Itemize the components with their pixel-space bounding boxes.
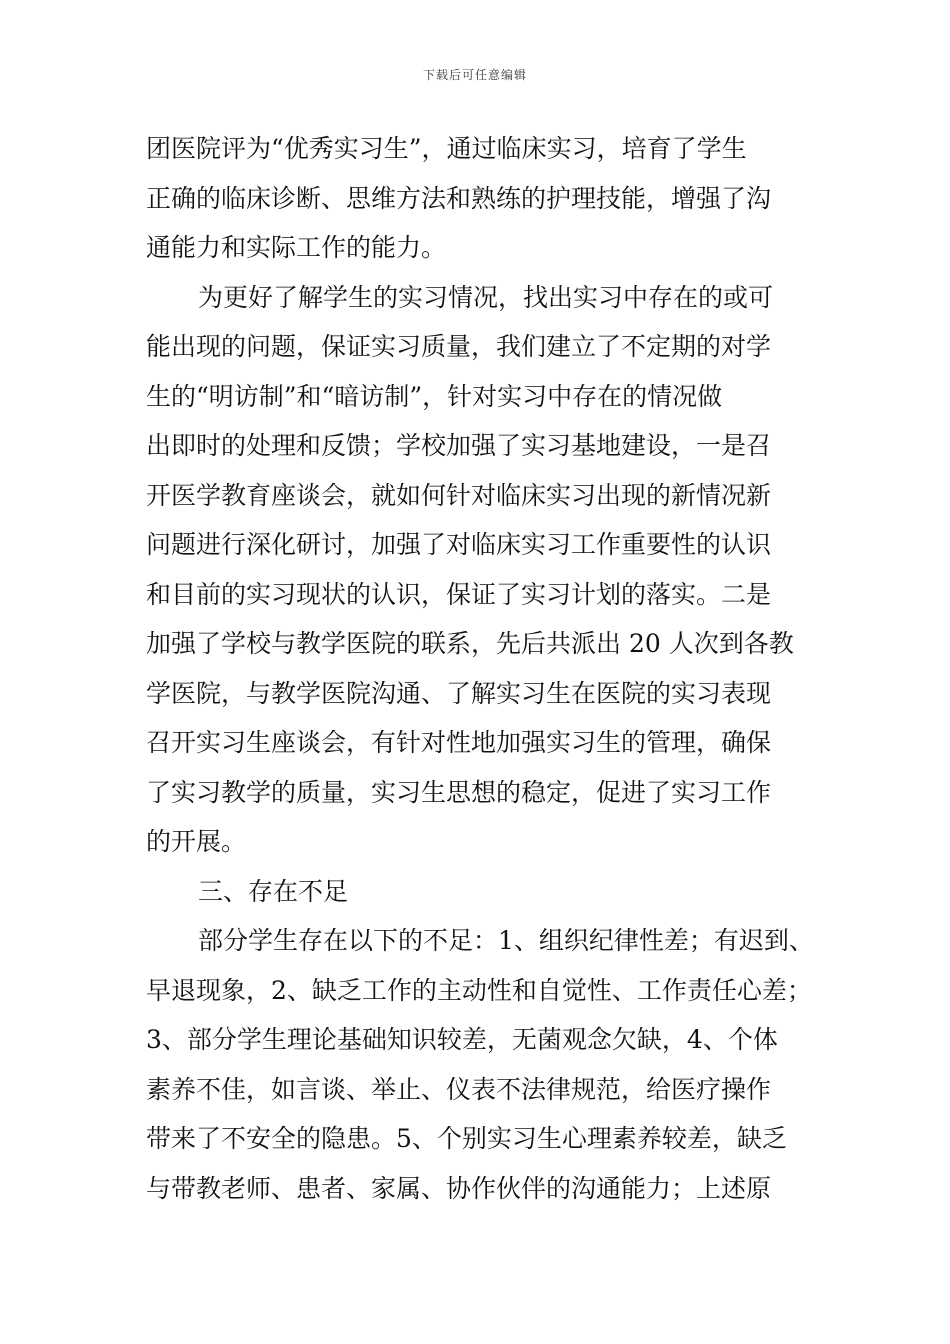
text-line: 团医院评为“优秀实习生”，通过临床实习，培育了学生 — [146, 134, 747, 163]
text-line: 3、部分学生理论基础知识较差，无菌观念欠缺，4、个体 — [146, 1025, 778, 1054]
text-line: 早退现象，2、缺乏工作的主动性和自觉性、工作责任心差； — [146, 975, 812, 1005]
text-line: 的开展。 — [146, 827, 247, 856]
text-line: 开医学教育座谈会，就如何针对临床实习出现的新情况新 — [146, 480, 772, 510]
text-line: 与带教老师、患者、家属、协作伙伴的沟通能力；上述原 — [146, 1173, 772, 1203]
text-line: 问题进行深化研讨，加强了对临床实习工作重要性的认识 — [146, 530, 772, 559]
text-line: 带来了不安全的隐患。5、个别实习生心理素养较差，缺乏 — [146, 1124, 787, 1153]
header-note: 下载后可任意编辑 — [422, 68, 527, 82]
paragraph-first-line: 为更好了解学生的实习情况，找出实习中存在的或可 — [198, 282, 774, 312]
text-line: 了实习教学的质量，实习生思想的稳定，促进了实习工作 — [146, 777, 772, 807]
paragraph-first-line: 部分学生存在以下的不足：1、组织纪律性差；有迟到、 — [198, 926, 814, 955]
text-line: 学医院，与教学医院沟通、了解实习生在医院的实习表现 — [146, 678, 772, 708]
text-line: 和目前的实习现状的认识，保证了实习计划的落实。二是 — [146, 579, 772, 609]
text-line: 素养不佳，如言谈、举止、仪表不法律规范，给医疗操作 — [146, 1074, 772, 1104]
document-body — [146, 124, 814, 1213]
text-line: 出即时的处理和反馈；学校加强了实习基地建设，一是召 — [146, 431, 772, 460]
text-line: 正确的临床诊断、思维方法和熟练的护理技能，增强了沟 — [146, 183, 772, 213]
text-line: 能出现的问题，保证实习质量，我们建立了不定期的对学 — [146, 332, 772, 361]
text-line: 加强了学校与教学医院的联系，先后共派出 20 人次到各教 — [146, 629, 794, 658]
text-line: 召开实习生座谈会，有针对性地加强实习生的管理，确保 — [146, 728, 772, 757]
section-heading: 三、存在不足 — [198, 876, 349, 906]
text-line: 生的“明访制”和“暗访制”，针对实习中存在的情况做 — [146, 381, 723, 411]
text-line: 通能力和实际工作的能力。 — [146, 233, 447, 262]
